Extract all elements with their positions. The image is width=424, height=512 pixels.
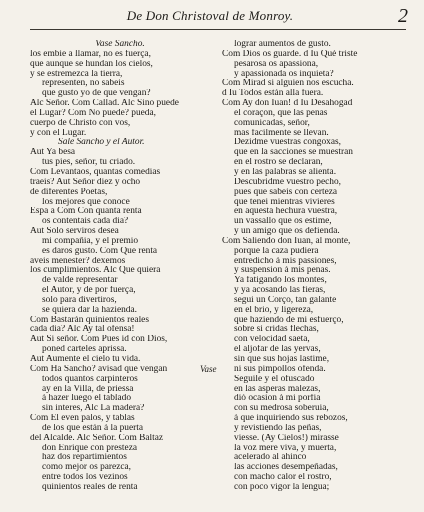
verse-line: un vassallo que os estime,: [234, 217, 332, 227]
verse-line: traeis? Aut Señor diez y ocho: [30, 177, 141, 187]
verse-line: Com Levantaos, quantas comedias: [30, 167, 161, 177]
verse-line: sin que sus hojas lastime,: [234, 355, 330, 364]
verse-line: y en las palabras se alienta.: [234, 167, 337, 177]
verse-line: Com Dios os guarde. d Iu Què triste: [222, 49, 358, 59]
verse-line: con velocidad saeta,: [234, 335, 310, 345]
verse-line: tus pies, señor, tu criado.: [42, 158, 136, 168]
verse-line: Seguile y el ofuscado: [234, 374, 315, 384]
verse-line: los embie a llamar, no es fuerça,: [30, 49, 151, 59]
verse-line: diò ocasion à mi porfia: [234, 394, 321, 404]
verse-line: todos quantos carpinteros: [42, 374, 138, 384]
page-header: [0, 5, 424, 29]
verse-line: don Enrique con presteza: [42, 443, 138, 453]
verse-line: que en la sacciones se muestran: [234, 148, 353, 158]
verse-line: poned carteles aprissa.: [42, 345, 127, 355]
verse-line: y un amigo que os defienda.: [234, 227, 340, 237]
verse-line: que gusto yo de que vengan?: [42, 89, 151, 99]
right-column: [222, 40, 408, 512]
verse-line: de los que estàn à la puerta: [42, 423, 144, 433]
verse-line: haz dos repartimientos: [42, 453, 127, 463]
verse-line: como mejor os parezca,: [42, 463, 132, 473]
verse-line: el Autor, y de por fuerça,: [42, 286, 136, 296]
verse-line: la voz mere viva, y muerta,: [234, 443, 337, 453]
verse-line: comunicadas, señor,: [234, 118, 310, 128]
verse-line: que aunque se hundan los cielos,: [30, 59, 153, 69]
verse-line: Aut Si señor. Com Pues id con Dios,: [30, 335, 168, 345]
verse-line: y ya acosando las fieras,: [234, 286, 326, 296]
verse-line: de diferentes Poetas,: [30, 187, 108, 197]
verse-line: Espa a Com Con quanta renta: [30, 207, 142, 217]
verse-line: con su medrosa soberuia,: [234, 404, 329, 414]
verse-line: Aut Aumente el cielo tu vida.: [30, 355, 141, 364]
verse-line: Descubridme vuestro pecho,: [234, 177, 341, 187]
verse-line: y revistiendo las peñas,: [234, 423, 322, 433]
verse-line: mi compañia, y el premio: [42, 236, 139, 246]
verse-line: cuerpo de Christo con vos,: [30, 118, 131, 128]
verse-line: las acciones desempeñadas,: [234, 463, 338, 473]
verse-line: con poco vigor la lengua;: [234, 482, 330, 492]
verse-line: Alc Señor. Com Callad. Alc Sino puede: [30, 99, 179, 109]
verse-line: es daros gusto. Com Que renta: [42, 246, 158, 256]
verse-line: en las asperas malezas,: [234, 384, 321, 394]
verse-line: Aut Ya besa: [30, 148, 76, 158]
verse-line: à que inquiriendo sus rebozos,: [234, 414, 348, 424]
verse-line: sobre si cridas flechas,: [234, 325, 319, 335]
verse-line: en aquesta hechura vuestra,: [234, 207, 338, 217]
margin-note: Vase: [200, 364, 217, 374]
verse-line: Sale Sancho y el Autor.: [58, 138, 145, 148]
verse-line: Com El even palos, y tablas: [30, 414, 135, 424]
verse-line: acelerado al ahinco: [234, 453, 307, 463]
verse-line: os contentais cada dia?: [42, 217, 129, 227]
verse-line: los cumplimientos. Alc Que quiera: [30, 266, 161, 276]
verse-line: y con el Lugar.: [30, 128, 87, 138]
verse-line: en el rostro se declaran,: [234, 158, 323, 168]
verse-line: pues que sabeis con certeza: [234, 187, 338, 197]
header-rule: [30, 29, 406, 30]
verse-line: cada dia? Alc Ay tal ofensa!: [30, 325, 135, 335]
verse-line: solo para divertiros,: [42, 295, 117, 305]
verse-line: ni sus pimpollos ofenda.: [234, 364, 326, 374]
verse-line: quinientos reales de renta: [42, 482, 138, 492]
left-column: [30, 40, 210, 512]
verse-line: y apassionada os inquieta?: [234, 69, 334, 79]
verse-line: à hazer luego el tablado: [42, 394, 132, 404]
verse-line: d Iu Todos estàn alla fuera.: [222, 89, 324, 99]
verse-line: segui un Corço, tan galante: [234, 295, 337, 305]
verse-line: los mejores que conoce: [42, 197, 130, 207]
verse-line: que haziendo de mi esfuerço,: [234, 315, 344, 325]
verse-line: ay en la Villa, de priessa: [42, 384, 134, 394]
verse-line: sin interes, Alc La madera?: [42, 404, 145, 414]
verse-line: mas facilmente se llevan.: [234, 128, 329, 138]
verse-line: representen, no sabeis: [42, 79, 125, 89]
verse-line: Aut Solo serviros desea: [30, 227, 119, 237]
page-number: 2: [398, 5, 408, 27]
verse-line: el Lugar? Com No puede? pueda,: [30, 108, 156, 118]
verse-line: Ya fatigando los montes,: [234, 276, 327, 286]
verse-line: porque la caza pudiera: [234, 246, 319, 256]
verse-line: Com Bastaràn quinientos reales: [30, 315, 149, 325]
verse-line: Com Ha Sancho? avisad que vengan: [30, 364, 168, 374]
verse-line: y suspension à mis penas.: [234, 266, 331, 276]
verse-line: viesse. (Ay Cielos!) mirasse: [234, 433, 339, 443]
verse-line: entre todos los vezinos: [42, 473, 128, 483]
verse-line: Com Saliendo don Iuan, al monte,: [222, 236, 351, 246]
verse-line: pesarosa os apassiona,: [234, 59, 319, 69]
verse-line: Vase Sancho.: [95, 40, 145, 49]
verse-line: se quiera dar la hazienda.: [42, 305, 137, 315]
verse-line: de valde representar: [42, 276, 118, 286]
running-head: De Don Christoval de Monroy.: [126, 8, 294, 23]
verse-line: Com Mirad si alguien nos escucha.: [222, 79, 354, 89]
verse-line: con macho calor el rostro,: [234, 473, 332, 483]
verse-line: del Alcalde. Alc Señor. Com Baltaz: [30, 433, 164, 443]
verse-line: en el brio, y ligereza,: [234, 305, 314, 315]
verse-line: entredicho à mis passiones,: [234, 256, 337, 266]
verse-line: y se estremezca la tierra,: [30, 69, 123, 79]
verse-line: aveis menester? dexemos: [30, 256, 126, 266]
verse-line: lograr aumentos de gusto.: [234, 40, 331, 49]
verse-line: Dezidme vuestras congoxas,: [234, 138, 341, 148]
verse-line: Com Ay don Iuan! d Iu Desahogad: [222, 99, 353, 109]
verse-line: que tenei mientras vivieres: [234, 197, 335, 207]
verse-line: el coraçon, que las penas: [234, 108, 328, 118]
verse-line: el aljofar de las yervas,: [234, 345, 321, 355]
